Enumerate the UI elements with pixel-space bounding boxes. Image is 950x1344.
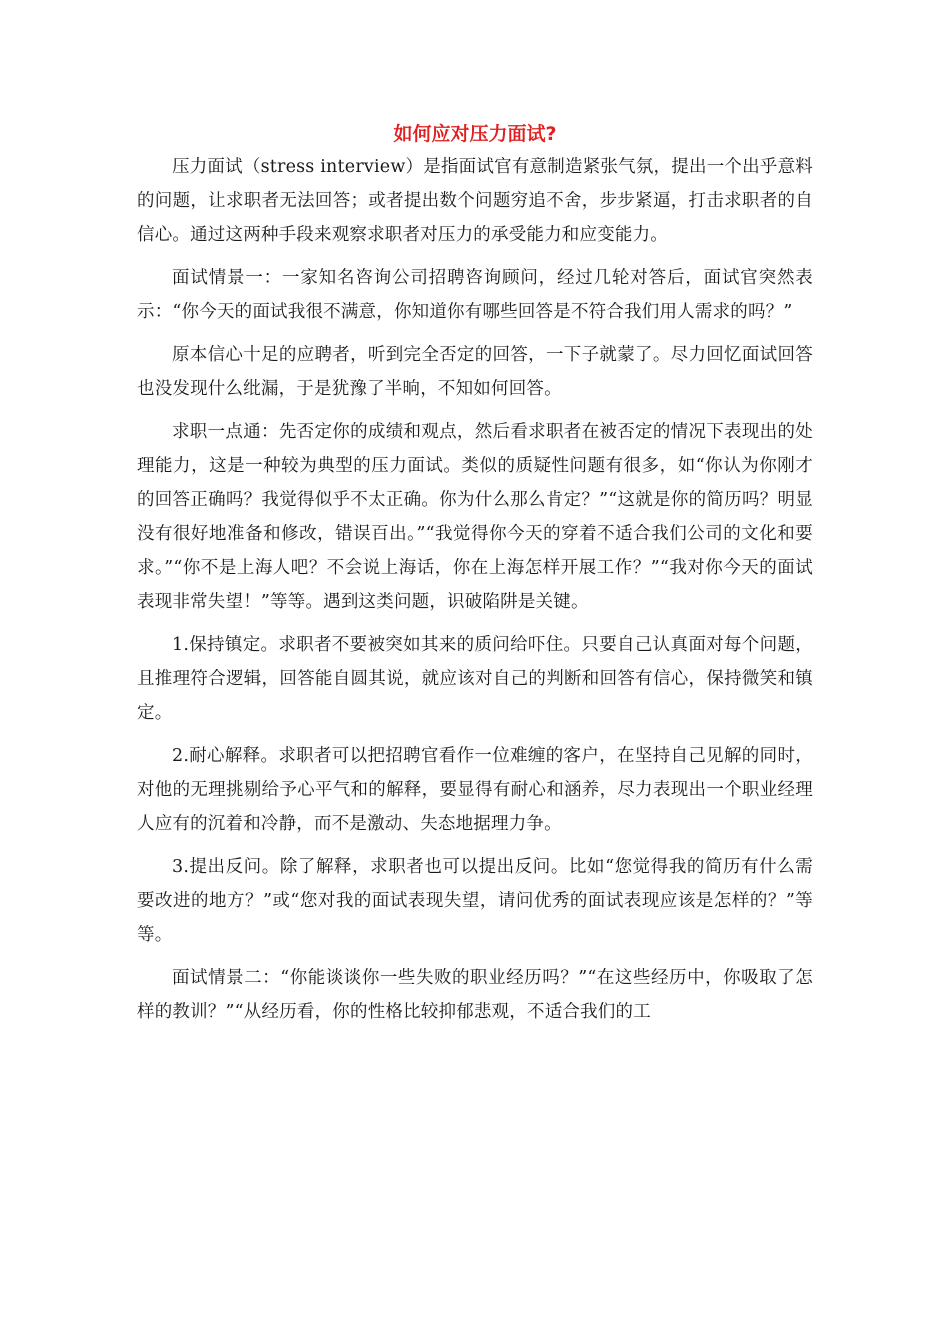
paragraph-tip-ask-back: 3.提出反问。除了解释，求职者也可以提出反问。比如“您觉得我的简历有什么需要改进的地方？”或“您对我的面试表现失望，请问优秀的面试表现应该是怎样的？”等等。 xyxy=(137,857,813,945)
document-title: 如何应对压力面试? xyxy=(393,123,557,145)
paragraph-tip-explain-patiently: 2.耐心解释。求职者可以把招聘官看作一位难缠的客户，在坚持自己见解的同时，对他的无理挑剔给予心平气和的解释，要显得有耐心和涵养，尽力表现出一个职业经理人应有的沉着和冷静，而不是激动、失态地据理力争。 xyxy=(137,746,813,834)
paragraph-intro: 压力面试（stress interview）是指面试官有意制造紧张气氛，提出一个出乎意料的问题，让求职者无法回答；或者提出数个问题穷追不舍，步步紧逼，打击求职者的自信心。通过这两种手段来观察求职者对压力的承受能力和应变能力。 xyxy=(137,157,813,245)
paragraph-tips: 求职一点通：先否定你的成绩和观点，然后看求职者在被否定的情况下表现出的处理能力，这是一种较为典型的压力面试。类似的质疑性问题有很多，如“你认为你刚才的回答正确吗？我觉得似乎不太正确。你为什么那么肯定？”“这就是你的简历吗？明显没有很好地准备和修改，错误百出。”“我觉得你今天的穿着不适合我们公司的文化和要求。”“你不是上海人吧？不会说上海话，你在上海怎样开展工作？”“我对你今天的面试表现非常失望！”等等。遇到这类问题，识破陷阱是关键。 xyxy=(137,422,813,612)
paragraph-scenario-one: 面试情景一：一家知名咨询公司招聘咨询顾问，经过几轮对答后，面试官突然表示：“你今天的面试我很不满意，你知道你有哪些回答是不符合我们用人需求的吗？” xyxy=(137,268,813,322)
paragraph-tip-stay-calm: 1.保持镇定。求职者不要被突如其来的质问给吓住。只要自己认真面对每个问题，且推理符合逻辑，回答能自圆其说，就应该对自己的判断和回答有信心，保持微笑和镇定。 xyxy=(137,635,813,723)
paragraph-applicant-reaction: 原本信心十足的应聘者，听到完全否定的回答，一下子就蒙了。尽力回忆面试回答也没发现什么纰漏，于是犹豫了半晌，不知如何回答。 xyxy=(137,345,813,399)
paragraph-scenario-two: 面试情景二：“你能谈谈你一些失败的职业经历吗？”“在这些经历中，你吸取了怎样的教训？”“从经历看，你的性格比较抑郁悲观，不适合我们的工 xyxy=(137,968,813,1022)
document-body xyxy=(137,118,813,1038)
